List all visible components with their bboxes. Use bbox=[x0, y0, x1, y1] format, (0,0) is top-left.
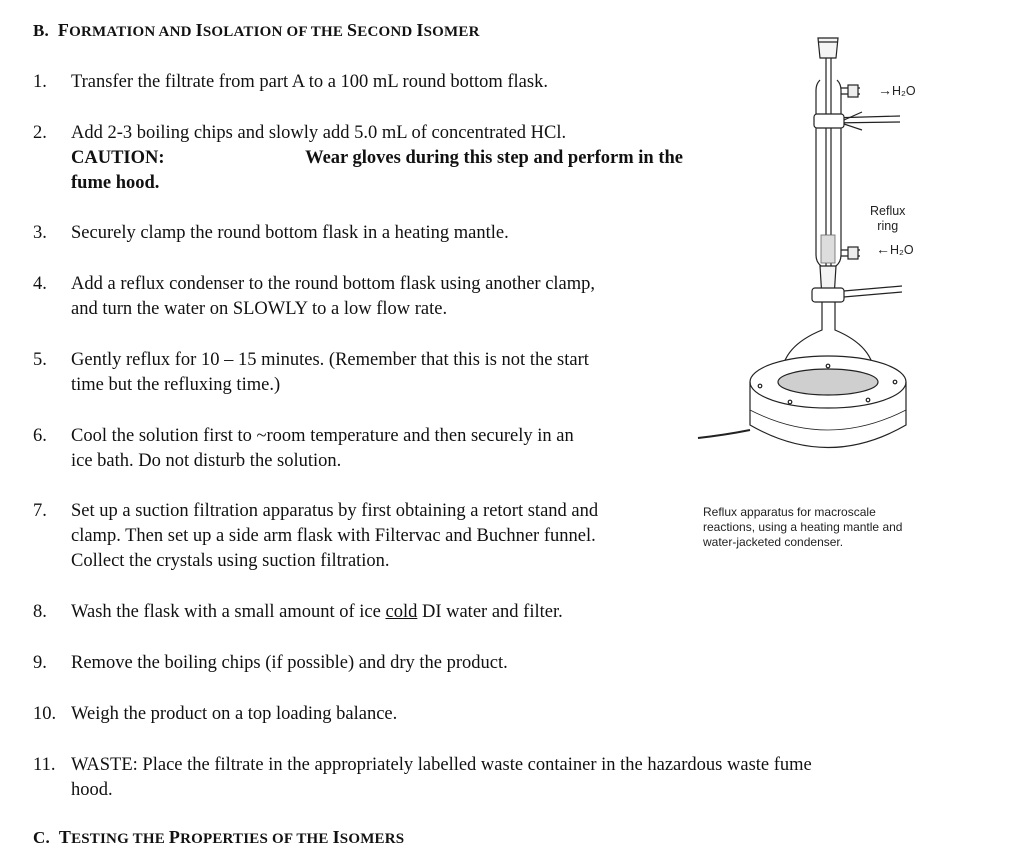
h2o-inlet-label: ←H₂O bbox=[876, 241, 914, 257]
reflux-ring-label: Reflux ring bbox=[870, 204, 906, 233]
step-6: 6. Cool the solution first to ~room temperature and then securely in an ice bath. Do not disturb the solution. bbox=[33, 426, 574, 471]
step-7: 7. Set up a suction filtration apparatus by first obtaining a retort stand and clamp. Then set up a side arm flask with Filtervac and Buchner funnel. Collect the crystals using suction filtration. bbox=[33, 501, 599, 571]
h2o-outlet-label: →H₂O bbox=[878, 82, 916, 98]
underlined-cold: cold bbox=[385, 602, 418, 622]
figure-caption: Reflux apparatus for macroscale reactions, using a heating mantle and water-jacketed condenser. bbox=[703, 505, 903, 549]
step-4: 4. Add a reflux condenser to the round bottom flask using another clamp, and turn the water on SLOWLY to a low flow rate. bbox=[33, 274, 596, 319]
step-11: 11. WASTE: Place the filtrate in the appropriately labelled waste container in the hazardous waste fume hood. bbox=[33, 755, 812, 800]
step-2: 2. Add 2-3 boiling chips and slowly add 5.0 mL of concentrated HCl. CAUTION: Wear gloves during this step and perform in the fume hood. bbox=[33, 123, 683, 193]
section-b-heading: B. FORMATION AND ISOLATION OF THE SECOND ISOMER bbox=[33, 20, 480, 40]
section-c-heading: C. TESTING THE PROPERTIES OF THE ISOMERS bbox=[33, 827, 405, 847]
step-5: 5. Gently reflux for 10 – 15 minutes. (Remember that this is not the start time but the refluxing time.) bbox=[33, 350, 589, 395]
